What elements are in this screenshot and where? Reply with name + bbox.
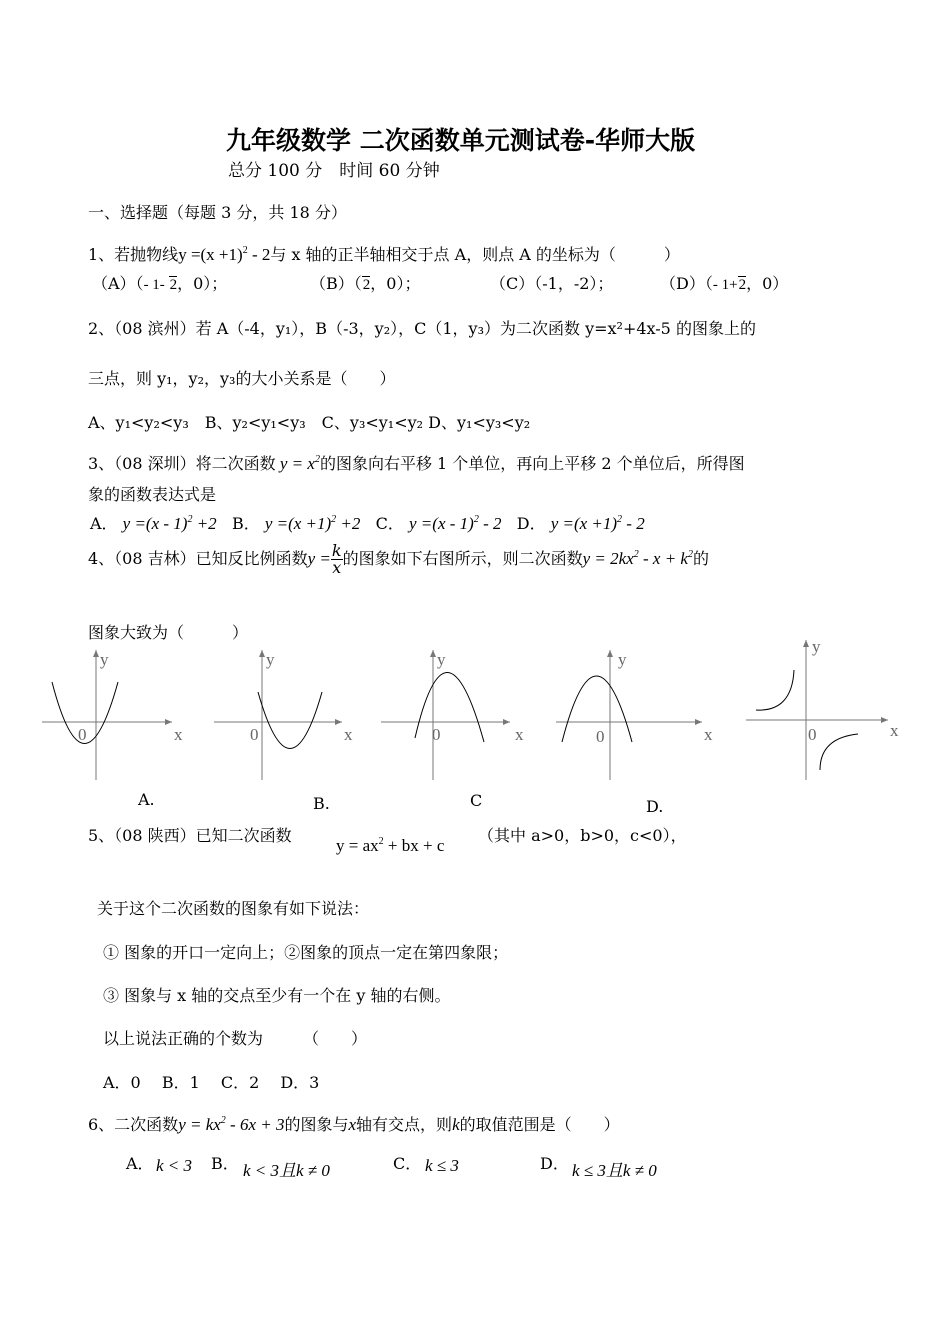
graph-ref-origin: 0 <box>808 725 817 744</box>
q3-stem-a: 3、（08 深圳）将二次函数 <box>88 454 276 473</box>
q1-option-d: （D）（- 1+2，0） <box>660 274 789 293</box>
graph-d-x-label: x <box>704 725 713 744</box>
graph-reference-hyperbola <box>746 640 888 780</box>
q3-options: A． y =(x - 1)$^2$ +2 B． $y =(x +1)^2 +2$ C． y =(x - 1)$^2$ - 2 D． $y =(x +1)^2 - 2$ <box>90 514 645 533</box>
graph-ref-y-label: y <box>812 637 821 656</box>
q1-stem-b: 与 x 轴的正半轴相交于点 A，则点 A 的坐标为（ ） <box>270 245 680 264</box>
graph-a-x-label: x <box>174 725 183 744</box>
q3-stem-b: 的图象向右平移 1 个单位，再向上平移 2 个单位后，所得图 <box>319 454 745 473</box>
q4-option-c-label: C <box>470 791 483 810</box>
graph-d-y-label: y <box>618 650 627 669</box>
graph-c-origin: 0 <box>432 725 441 744</box>
graph-b-x-label: x <box>344 725 353 744</box>
q4-fraction: $\frac{k}{x}$ <box>331 541 342 577</box>
page-subtitle: 总分 100 分 时间 60 分钟 <box>228 161 440 181</box>
q1-stem-a: 1、若抛物线 <box>88 245 179 264</box>
graph-a-y-label: y <box>100 650 109 669</box>
graph-ref-x-label: x <box>890 721 899 740</box>
graph-a <box>42 650 172 780</box>
q5-statement-2: ③ 图象与 x 轴的交点至少有一个在 y 轴的右侧。 <box>103 986 451 1005</box>
q4-option-d-label: D. <box>646 797 664 816</box>
graph-c-y-label: y <box>437 650 446 669</box>
q6-option-c-label: C． <box>393 1154 422 1173</box>
q5-intro: 关于这个二次函数的图象有如下说法： <box>97 899 370 918</box>
q2-line2: 三点，则 y₁，y₂，y₃的大小关系是（ ） <box>88 369 396 388</box>
q5-statement-1: ① 图象的开口一定向上；②图象的顶点一定在第四象限； <box>103 943 509 962</box>
q6-option-d-label: D． <box>540 1154 569 1173</box>
q1-option-b: （B）（2，0）； <box>310 274 421 293</box>
q1-formula: $y =(x +1)^2 - 2$ <box>178 245 271 264</box>
q6-option-d: k ≤ 3且k ≠ 0 <box>572 1161 657 1180</box>
q6-option-b: k < 3且k ≠ 0 <box>243 1161 330 1180</box>
section-heading: 一、选择题（每题 3 分，共 18 分） <box>88 203 347 222</box>
q6-stem: 6、二次函数$y = kx^2 - 6x + 3$的图象与x轴有交点，则k的取值范围是（ ） <box>88 1115 620 1134</box>
q2-options: A、y₁<y₂<y₃ B、y₂<y₁<y₃ C、y₃<y₁<y₂ D、y₁<y₃<y₂ <box>88 413 531 432</box>
q4-option-a-label: A. <box>138 790 155 809</box>
graph-c <box>381 650 510 780</box>
q6-option-a: k < 3 <box>156 1156 193 1175</box>
q5-stem-b: （其中 a>0，b>0，c<0）， <box>478 826 687 845</box>
graph-d <box>556 650 702 780</box>
graph-b-origin: 0 <box>250 725 259 744</box>
q1-option-c: （C）（-1，-2）； <box>490 274 614 293</box>
q5-options: A．0 B．1 C．2 D．3 <box>103 1073 320 1092</box>
q3-stem <box>88 451 745 474</box>
q3-line2: 象的函数表达式是 <box>88 485 217 504</box>
graph-a-origin: 0 <box>78 725 87 744</box>
page-title: 九年级数学 二次函数单元测试卷-华师大版 <box>226 126 696 155</box>
q4-option-b-label: B. <box>313 794 330 813</box>
q3-formula: $y = x^2$ <box>275 454 320 473</box>
graph-c-x-label: x <box>515 725 524 744</box>
q1-stem <box>88 242 680 265</box>
q1-option-a: （A）（- 1- 2，0）； <box>92 274 228 293</box>
q6-option-b-label: B． <box>211 1154 239 1173</box>
q6-option-a-label: A． <box>126 1154 154 1173</box>
q5-stem-a: 5、（08 陕西）已知二次函数 <box>88 826 292 845</box>
q4-stem: 4、（08 吉林）已知反比例函数y = $\frac{k}{x}$ 的图象如下右图所示，则二次函数$y = 2kx^2 - x + k^2$的 <box>88 541 709 577</box>
q5-formula: $y = ax^2$ + bx + c <box>336 836 445 855</box>
q2-line1: 2、（08 滨州）若 A（-4，y₁），B（-3，y₂），C（1，y₃）为二次函数 y=x²+4x-5 的图象上的 <box>88 319 756 338</box>
q4-line2: 图象大致为（ ） <box>88 623 249 642</box>
q6-option-c: k ≤ 3 <box>425 1156 459 1175</box>
graph-b-y-label: y <box>266 650 275 669</box>
graph-d-origin: 0 <box>596 727 605 746</box>
q5-ask: 以上说法正确的个数为 （ ） <box>103 1029 368 1048</box>
graph-b <box>214 650 342 780</box>
